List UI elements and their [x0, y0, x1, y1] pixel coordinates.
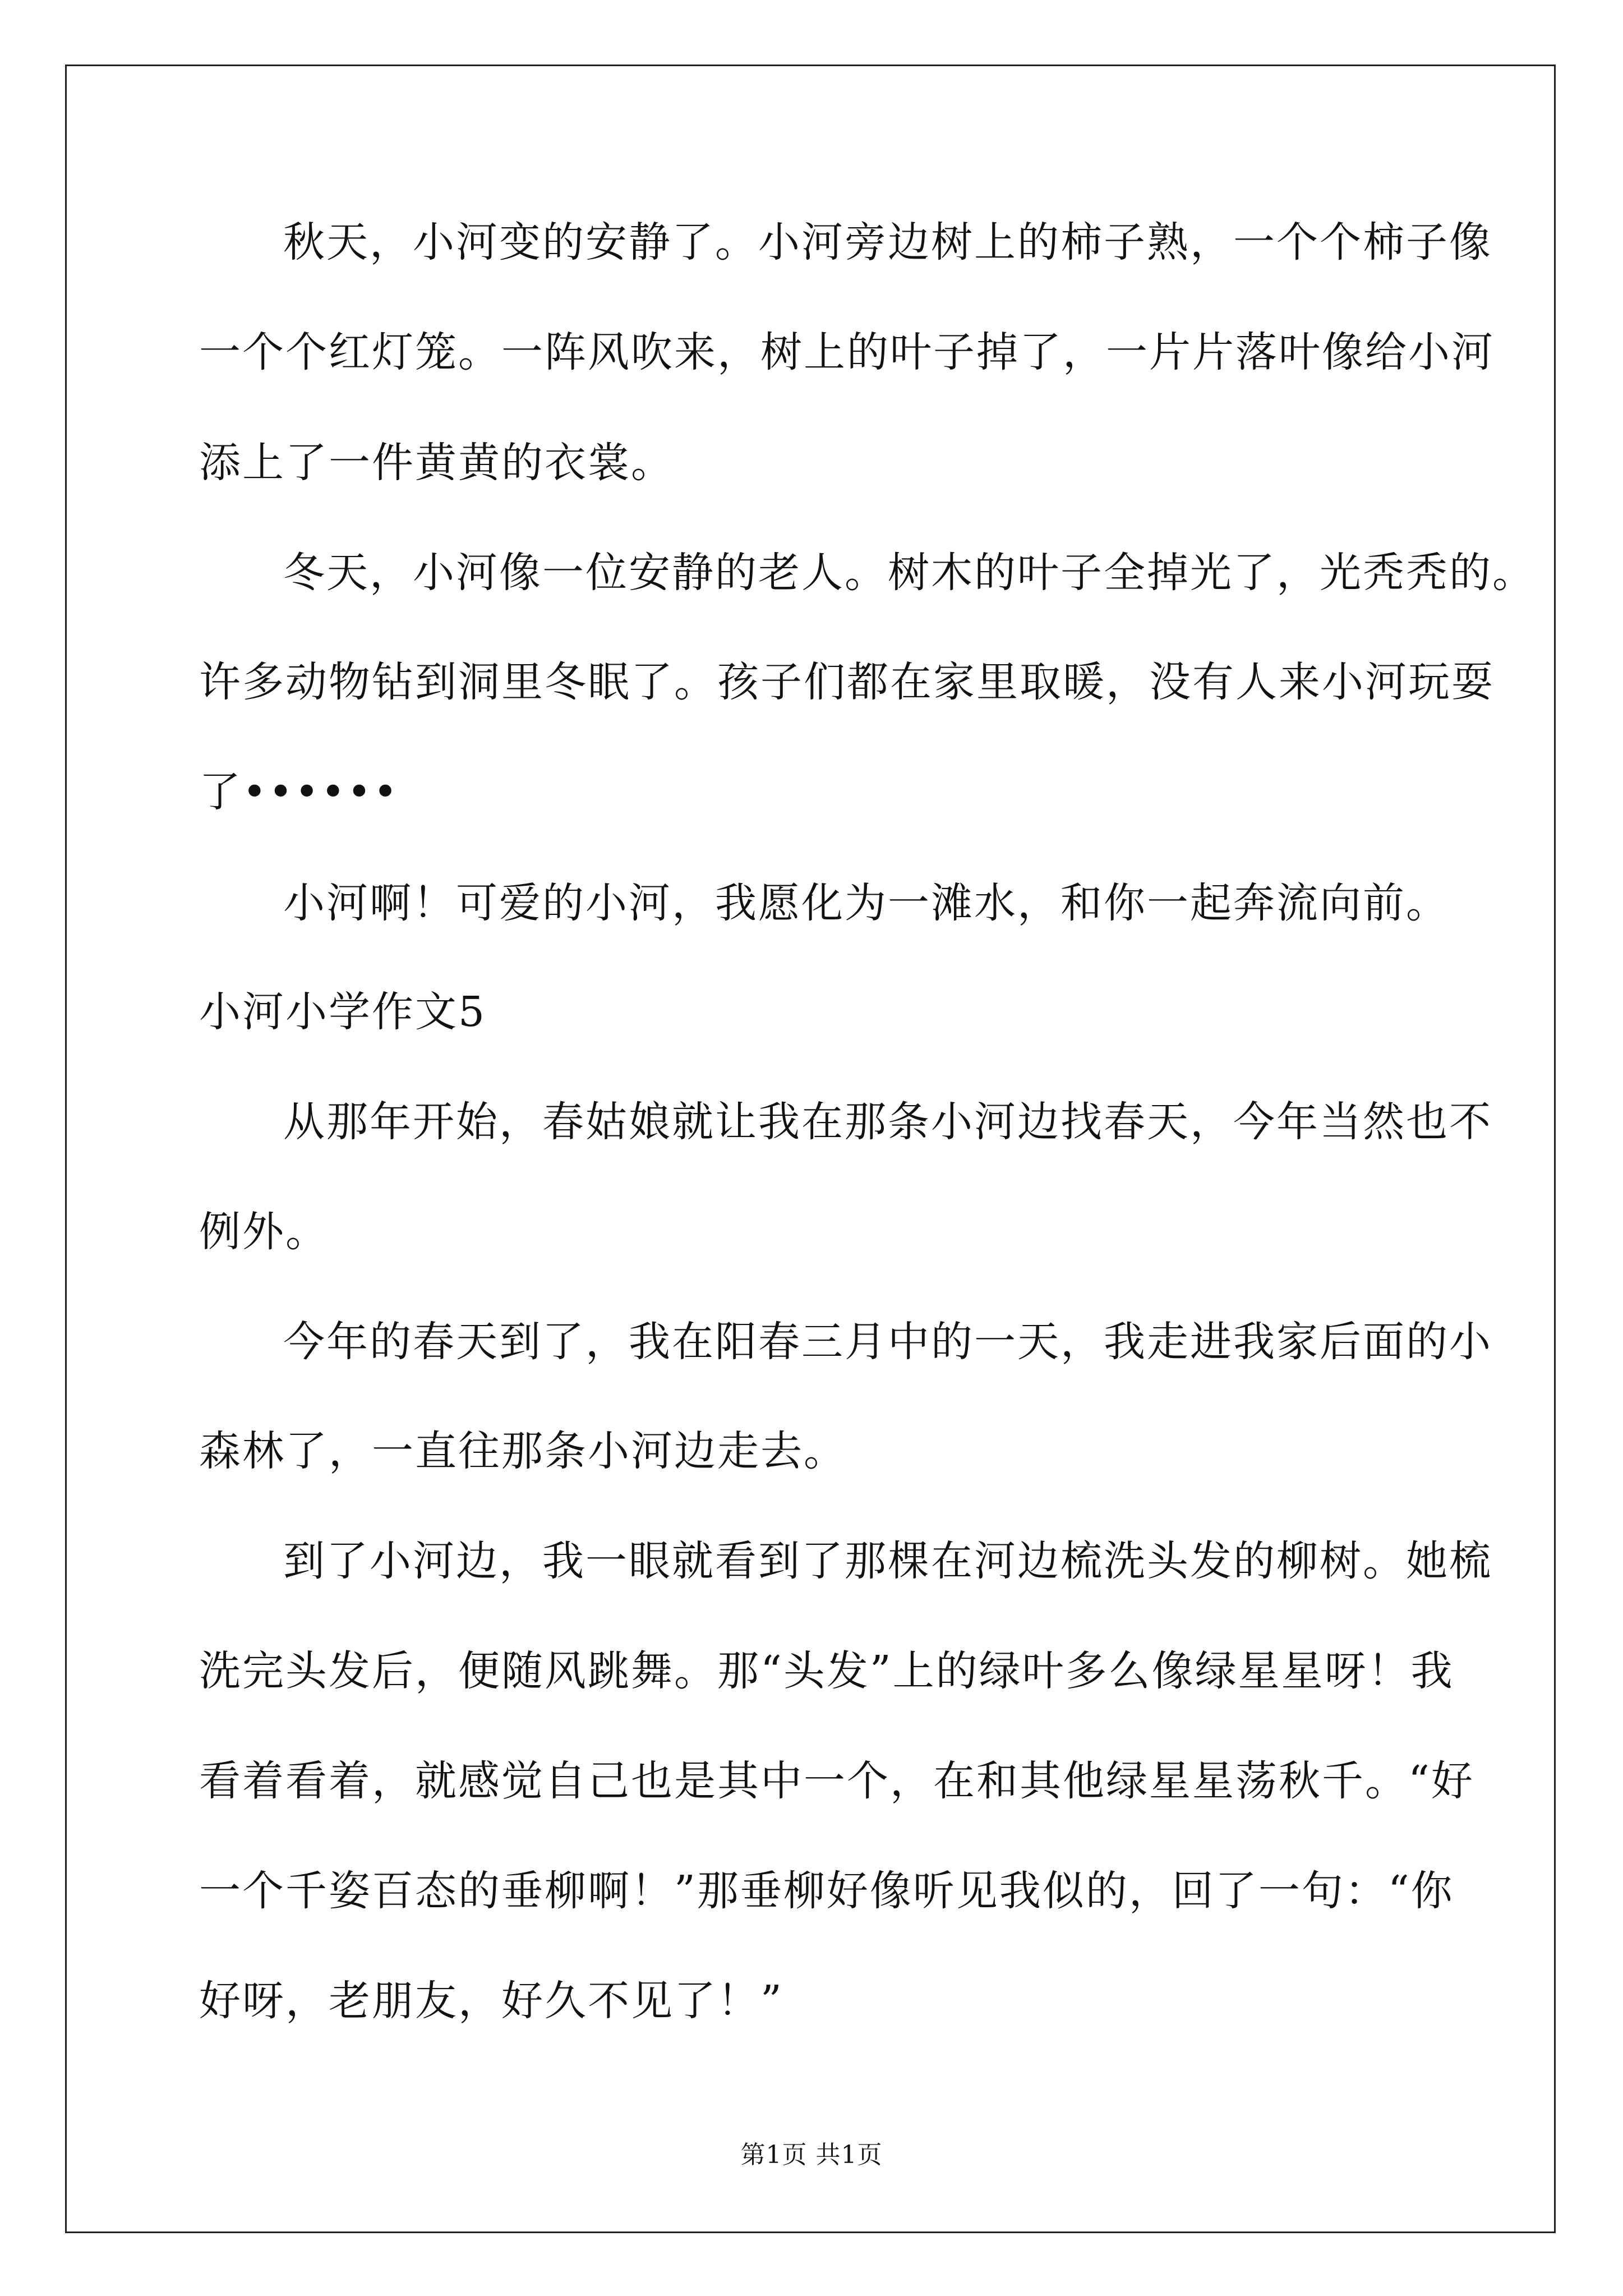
text-line: 一个个红灯笼。一阵风吹来，树上的叶子掉了，一片片落叶像给小河 — [199, 328, 1495, 376]
text-line: 森林了，一直往那条小河边走去。 — [199, 1427, 847, 1475]
text-line: 到了小河边，我一眼就看到了那棵在河边梳洗头发的柳树。她梳 — [283, 1537, 1492, 1585]
text-line: 许多动物钻到洞里冬眠了。孩子们都在家里取暖，没有人来小河玩耍 — [199, 658, 1495, 706]
text-line: 一个千姿百态的垂柳啊！”那垂柳好像听见我似的，回了一句：“你 — [199, 1867, 1454, 1915]
section-heading: 小河小学作文5 — [199, 988, 487, 1036]
text-line: 例外。 — [199, 1208, 329, 1256]
text-line: 冬天，小河像一位安静的老人。树木的叶子全掉光了，光秃秃的。 — [283, 549, 1536, 597]
text-line: 看着看着，就感觉自己也是其中一个，在和其他绿星星荡秋千。“好 — [199, 1757, 1474, 1805]
text-line: 洗完头发后，便随风跳舞。那“头发”上的绿叶多么像绿星星呀！我 — [199, 1647, 1454, 1695]
text-line: 从那年开始，春姑娘就让我在那条小河边找春天，今年当然也不 — [283, 1098, 1492, 1146]
page-number-footer: 第1页 共1页 — [740, 2141, 883, 2169]
text-line: 小河啊！可爱的小河，我愿化为一滩水，和你一起奔流向前。 — [283, 879, 1449, 927]
text-line: 添上了一件黄黄的衣裳。 — [199, 439, 674, 487]
text-line: 了•••••• — [199, 768, 399, 816]
text-line: 好呀，老朋友，好久不见了！” — [199, 1977, 783, 2025]
text-line: 今年的春天到了，我在阳春三月中的一天，我走进我家后面的小 — [283, 1318, 1492, 1366]
text-line: 秋天，小河变的安静了。小河旁边树上的柿子熟，一个个柿子像 — [283, 218, 1492, 266]
